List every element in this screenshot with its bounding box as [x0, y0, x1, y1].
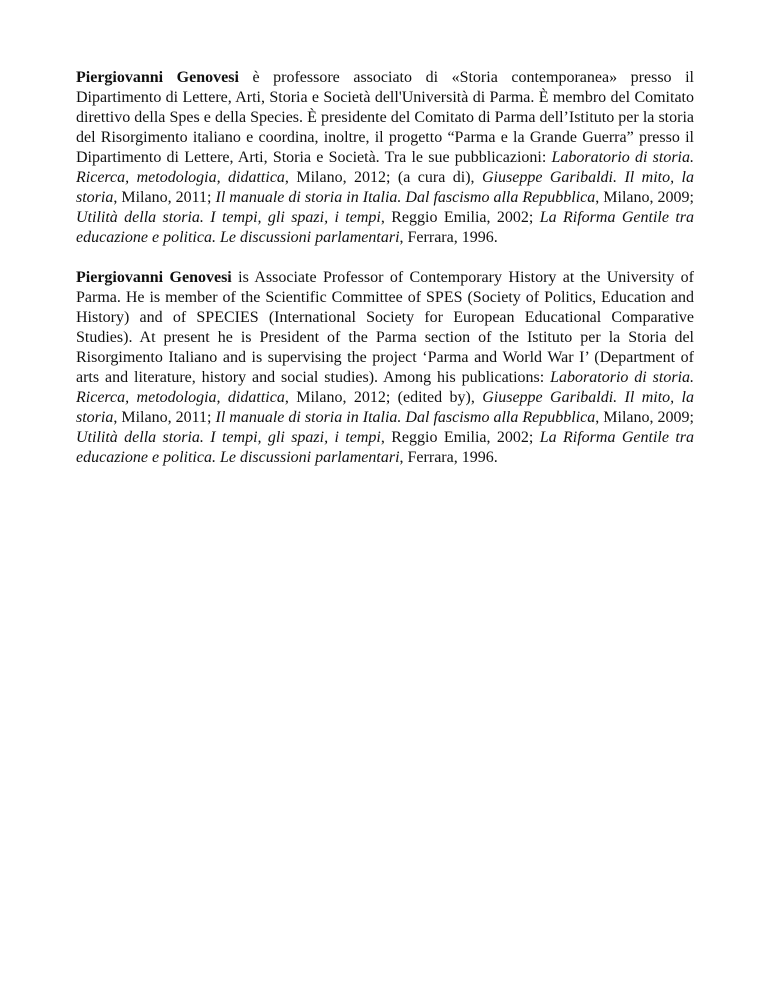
- text-run: , Milano, 2011;: [113, 409, 216, 426]
- text-run: , Milano, 2009;: [595, 409, 694, 426]
- publication-title: Giuseppe Garibaldi. Il mito, la storia: [76, 389, 695, 426]
- publication-title: La Riforma Gentile tra educazione e politica. Le discussioni parlamentari: [76, 429, 695, 466]
- text-run: , Ferrara, 1996.: [399, 229, 498, 246]
- publication-title: Utilità della storia. I tempi, gli spazi, i tempi: [76, 429, 381, 446]
- publication-title: La Riforma Gentile tra educazione e politica. Le discussioni parlamentari: [76, 209, 695, 246]
- text-run: , Reggio Emilia, 2002;: [380, 209, 540, 226]
- biography-paragraph-english: [76, 268, 694, 468]
- publication-title: Giuseppe Garibaldi. Il mito, la storia: [76, 169, 694, 206]
- document-page: [76, 68, 694, 468]
- biography-paragraph-italian: [76, 68, 694, 248]
- text-run: , Reggio Emilia, 2002;: [380, 429, 540, 446]
- author-name: Piergiovanni Genovesi: [76, 69, 239, 86]
- publication-title: Il manuale di storia in Italia. Dal fascismo alla Repubblica: [215, 409, 596, 426]
- text-run: , Milano, 2012; (edited by),: [284, 389, 483, 406]
- publication-title: Utilità della storia. I tempi, gli spazi, i tempi: [76, 209, 381, 226]
- text-run: , Milano, 2009;: [595, 189, 694, 206]
- text-run: è professore associato di «Storia contemporanea» presso il Dipartimento di Lettere, Arti, Storia e Società dell'Università di Parma. È membro del Comitato direttivo della Spes e della Species. È presidente del Comitato di Parma dell’Istituto per la storia del Risorgimento italiano e coordina, inoltre, il progetto “Parma e la Grande Guerra” presso il Dipartimento di Lettere, Arti, Storia e Società. Tra le sue pubblicazioni:: [76, 69, 695, 166]
- author-name: Piergiovanni Genovesi: [76, 269, 232, 286]
- text-run: is Associate Professor of Contemporary History at the University of Parma. He is member of the Scientific Committee of SPES (Society of Politics, Education and History) and of SPECIES (International Society for European Educational Comparative Studies). At present he is President of the Parma section of the Istituto per la Storia del Risorgimento Italiano and is supervising the project ‘Parma and World War I’ (Department of arts and literature, history and social studies). Among his publications:: [76, 269, 695, 386]
- publication-title: Laboratorio di storia. Ricerca, metodologia, didattica: [76, 149, 694, 186]
- text-run: , Milano, 2011;: [113, 189, 216, 206]
- publication-title: Laboratorio di storia. Ricerca, metodologia, didattica: [76, 369, 695, 406]
- text-run: , Milano, 2012; (a cura di),: [284, 169, 482, 186]
- text-run: , Ferrara, 1996.: [399, 449, 498, 466]
- publication-title: Il manuale di storia in Italia. Dal fascismo alla Repubblica: [215, 189, 596, 206]
